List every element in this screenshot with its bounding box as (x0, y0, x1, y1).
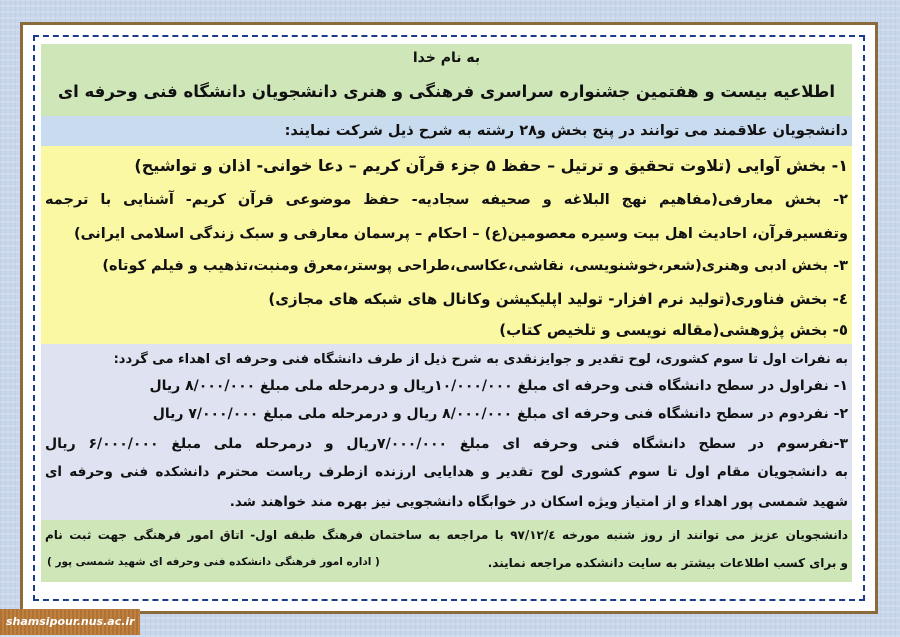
website-link[interactable]: shamsipour.nus.ac.ir (6, 615, 135, 628)
section-5: ٥- بخش پژوهشی(مقاله نویسی و تلخیص کتاب) (499, 321, 848, 339)
prize-note-line-2: شهید شمسی پور اهداء و از امتیاز ویژه اسکان در خوابگاه دانشجویی نیز بهره مند خواهند شد. (229, 494, 848, 510)
section-2-line-1: ۲- بخش معارفی(مفاهیم نهج البلاغه و صحیفه سجادیه- حفظ موضوعی قرآن کریم- آشنایی با ترجمه (45, 192, 848, 208)
registration-band (41, 520, 852, 582)
prize-second: ۲- نفردوم در سطح دانشگاه فنی وحرفه ای مبلغ ۸/۰۰۰/۰۰۰ ریال و درمرحله ملی مبلغ ۷/۰۰۰/۰۰۰ ریال (152, 406, 848, 422)
registration-line-2: و برای کسب اطلاعات بیشتر به سایت دانشکده مراجعه نمایند. (487, 556, 848, 570)
intro-band (41, 116, 852, 146)
section-1: ۱- بخش آوایی (تلاوت تحقیق و ترتیل – حفظ ۵ جزء قرآن کریم – دعا خوانی- اذان و تواشیح) (134, 156, 848, 175)
prizes-intro: به نفرات اول تا سوم کشوری، لوح تقدیر و جوایزنقدی به شرح ذیل از طرف دانشگاه فنی وحرفه ای اهداء می گردد: (113, 352, 848, 367)
sections-band (41, 146, 852, 344)
prize-first: ۱- نفراول در سطح دانشگاه فنی وحرفه ای مبلغ ۱۰/۰۰۰/۰۰۰ریال و درمرحله ملی مبلغ ۸/۰۰۰/۰۰۰ ریال (149, 378, 848, 394)
department-signature: ( اداره امور فرهنگی دانشکده فنی وحرفه ای شهید شمسی پور ) (47, 556, 380, 568)
notice-content (41, 44, 852, 582)
section-3: ۳- بخش ادبی وهنری(شعر،خوشنویسی، نقاشی،عکاسی،طراحی پوستر،معرق ومنبت،تذهیب و فیلم کوتاه) (102, 258, 848, 274)
footer-url-bar (0, 609, 140, 635)
intro-text: دانشجویان علاقمند می توانند در پنج بخش و۲۸ رشته به شرح ذیل شرکت نمایند: (284, 123, 848, 139)
prize-third: ۳-نفرسوم در سطح دانشگاه فنی وحرفه ای مبلغ ۷/۰۰۰/۰۰۰ریال و درمرحله ملی مبلغ ۶/۰۰۰/۰۰۰ ریال (45, 436, 848, 452)
section-4: ٤- بخش فناوری(تولید نرم افزار- تولید اپلیکیشن وکانال های شبکه های مجازی) (268, 290, 848, 308)
prize-note-line-1: به دانشجویان مقام اول تا سوم کشوری لوح تقدیر و هدایایی ارزنده ازطرف ریاست محترم دانشکده فنی وحرفه ای (45, 464, 848, 480)
prizes-band (41, 344, 852, 520)
registration-line-1: دانشجویان عزیز می توانند از روز شنبه مورخه ۹۷/۱۲/٤ با مراجعه به ساختمان فرهنگ طبقه اول- اتاق امور فرهنگی جهت ثبت نام (45, 528, 848, 542)
title-band (41, 44, 852, 116)
bismillah: به نام خدا (412, 50, 481, 66)
section-2-line-2: وتفسیرقرآن، احادیث اهل بیت وسیره معصومین(ع) – احکام – پرسمان معارفی و سبک زندگی اسلامی ایرانی) (73, 226, 848, 242)
page-title: اطلاعیه بیست و هفتمین جشنواره سراسری فرهنگی و هنری دانشجویان دانشگاه فنی وحرفه ای (57, 82, 835, 101)
